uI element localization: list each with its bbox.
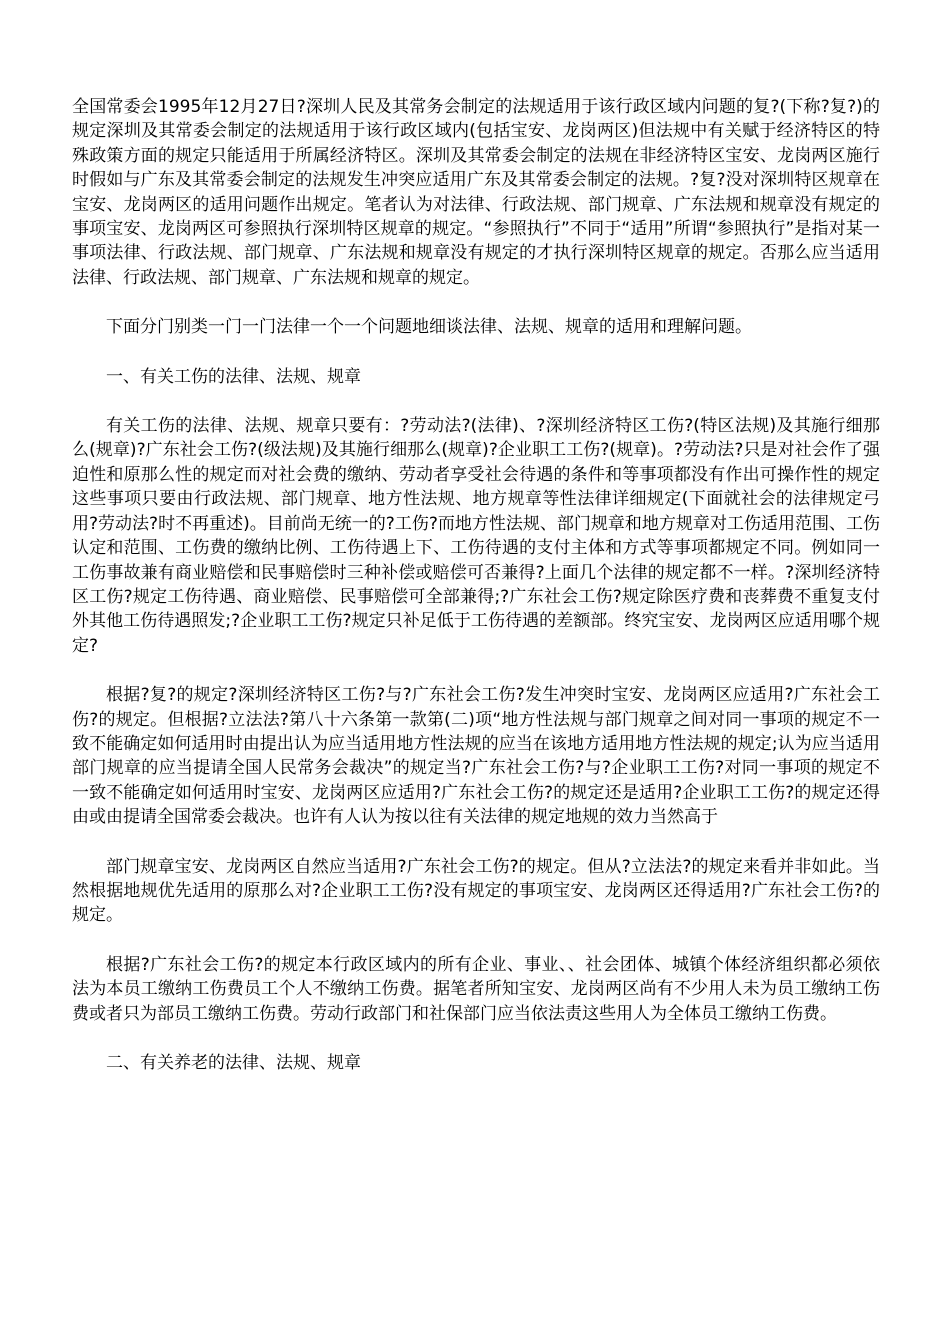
body-paragraph: 部门规章宝安、龙岗两区自然应当适用?广东社会工伤?的规定。但从?立法法?的规定来看并非如此。当然根据地规优先适用的原那么对?企业职工工伤?没有规定的事项宝安、龙岗两区还得适用?广东社会工伤?的规定。 xyxy=(72,856,880,926)
body-paragraph: 下面分门别类一门一门法律一个一个问题地细谈法律、法规、规章的适用和理解问题。 xyxy=(106,317,752,338)
document-page xyxy=(72,95,880,1100)
body-paragraph: 有关工伤的法律、法规、规章只要有：?劳动法?(法律)、?深圳经济特区工伤?(特区法规)及其施行细那么(规章)?广东社会工伤?(级法规)及其施行细那么(规章)?企业职工工伤?(规章)。?劳动法?只是对社会作了强迫性和原那么性的规定而对社会费的缴纳、劳动者享受社会待遇的条件和等事项都没有作出可操作性的规定这些事项只要由行政法规、部门规章、地方性法规、地方规章等性法律详细规定(下面就社会的法律规定弓用?劳动法?时不再重述)。目前尚无统一的?工伤?而地方性法规、部门规章和地方规章对工伤适用范围、工伤认定和范围、工伤费的缴纳比例、工伤待遇上下、工伤待遇的支付主体和方式等事项都规定不同。例如同一工伤事故兼有商业赔偿和民事赔偿时三种补偿或赔偿可否兼得?上面几个法律的规定都不一样。?深圳经济特区工伤?规定工伤待遇、商业赔偿、民事赔偿可全部兼得;?广东社会工伤?规定除医疗费和丧葬费不重复支付外其他工伤待遇照发;?企业职工工伤?规定只补足低于工伤待遇的差额部。终究宝安、龙岗两区应适用哪个规定? xyxy=(72,416,880,656)
body-paragraph: 根据?广东社会工伤?的规定本行政区域内的所有企业、事业、、社会团体、城镇个体经济组织都必须依法为本员工缴纳工伤费员工个人不缴纳工伤费。据笔者所知宝安、龙岗两区尚有不少用人未为员工缴纳工伤费或者只为部员工缴纳工伤费。劳动行政部门和社保部门应当依法责这些用人为全体员工缴纳工伤费。 xyxy=(72,954,880,1024)
body-paragraph: 根据?复?的规定?深圳经济特区工伤?与?广东社会工伤?发生冲突时宝安、龙岗两区应适用?广东社会工伤?的规定。但根据?立法法?第八十六条第一款第(二)项“地方性法规与部门规章之间对同一事项的规定不一致不能确定如何适用时由提出认为应当适用地方性法规的应当在该地方适用地方性法规的规定;认为应当适用部门规章的应当提请全国人民常务会裁决”的规定当?广东社会工伤?与?企业职工工伤?对同一事项的规定不一致不能确定如何适用时宝安、龙岗两区应适用?广东社会工伤?的规定还是适用?企业职工工伤?的规定还得由或由提请全国常委会裁决。也许有人认为按以往有关法律的规定地规的效力当然高于 xyxy=(72,685,880,828)
body-paragraph: 全国常委会1995年12月27日?深圳人民及其常务会制定的法规适用于该行政区域内问题的复?(下称?复?)的规定深圳及其常委会制定的法规适用于该行政区域内(包括宝安、龙岗两区)但法规中有关赋于经济特区的特殊政策方面的规定只能适用于所属经济特区。深圳及其常委会制定的法规在非经济特区宝安、龙岗两区施行时假如与广东及其常委会制定的法规发生冲突应适用广东及其常委会制定的法规。?复?没对深圳特区规章在宝安、龙岗两区的适用问题作出规定。笔者认为对法律、行政法规、部门规章、广东法规和规章没有规定的事项宝安、龙岗两区可参照执行深圳特区规章的规定。“参照执行”不同于“适用”所谓“参照执行”是指对某一事项法律、行政法规、部门规章、广东法规和规章没有规定的才执行深圳特区规章的规定。否那么应当适用法律、行政法规、部门规章、广东法规和规章的规定。 xyxy=(72,97,880,288)
section-heading: 一、有关工伤的法律、法规、规章 xyxy=(106,366,361,387)
section-heading: 二、有关养老的法律、法规、规章 xyxy=(106,1053,361,1073)
